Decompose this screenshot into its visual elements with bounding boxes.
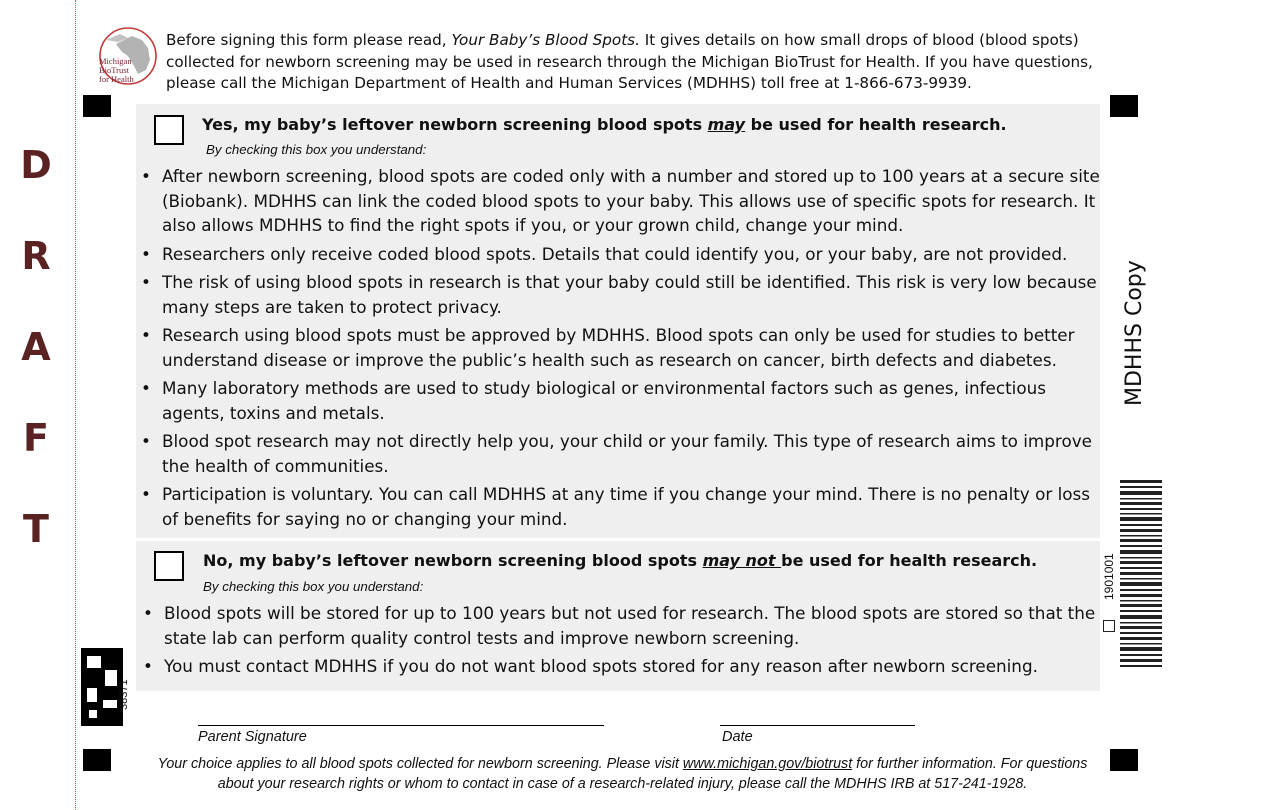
parent-signature-line[interactable] — [198, 725, 604, 726]
list-item: • Research using blood spots must be approved by MDHHS. Blood spots can only be used for studies to better understand disease or improve the public’s health such as research on cancer, birth defects and diabetes. — [137, 323, 1102, 372]
qr-code-icon — [81, 648, 123, 726]
logo-text: Michigan BioTrust for Health — [99, 56, 134, 84]
list-item: • You must contact MDHHS if you do not want blood spots stored for any reason after newborn screening. — [139, 654, 1099, 679]
no-option-subtitle: By checking this box you understand: — [203, 579, 424, 594]
list-item: • After newborn screening, blood spots are coded only with a number and stored up to 100 years at a secure site (Biobank). MDHHS can link the coded blood spots to your baby. This allows use of specific spots for research. It also allows MDHHS to find the right spots if you, or your grown child, change your mind. — [137, 164, 1102, 238]
list-item: • Participation is voluntary. You can call MDHHS at any time if you change your mind. There is no penalty or loss of benefits for saying no or changing your mind. — [137, 482, 1102, 531]
booklet-title: Your Baby’s Blood Spots. — [451, 31, 640, 49]
yes-checkbox[interactable] — [154, 115, 184, 145]
parent-signature-label: Parent Signature — [198, 729, 307, 745]
list-item: • Researchers only receive coded blood spots. Details that could identify you, or your baby, are not provided. — [137, 242, 1102, 267]
yes-bullet-list — [137, 164, 1102, 531]
copy-label: MDHHS Copy — [1122, 260, 1147, 406]
draft-letter: D — [20, 143, 52, 187]
barcode-check-box — [1103, 620, 1115, 632]
biotrust-link[interactable]: www.michigan.gov/biotrust — [682, 756, 853, 772]
registration-mark — [1110, 95, 1138, 117]
date-line[interactable] — [720, 725, 915, 726]
no-checkbox[interactable] — [154, 551, 184, 581]
barcode-icon — [1120, 480, 1162, 670]
draft-watermark — [14, 140, 58, 595]
no-option-title: No, my baby’s leftover newborn screening blood spots may not be used for health research. — [203, 551, 1038, 570]
registration-mark — [1110, 749, 1138, 771]
list-item: • Blood spots will be stored for up to 100 years but not used for research. The blood spots are stored so that the state lab can perform quality control tests and improve newborn screening. — [139, 601, 1099, 650]
list-item: • Many laboratory methods are used to study biological or environmental factors such as genes, infectious agents, toxins and metals. — [137, 376, 1102, 425]
barcode-number: 1901001 — [1102, 553, 1116, 600]
draft-letter: F — [23, 416, 49, 460]
draft-letter: A — [21, 325, 51, 369]
yes-option-subtitle: By checking this box you understand: — [206, 142, 427, 157]
footer-note: Your choice applies to all blood spots collected for newborn screening. Please visit www.michigan.gov/biotrust for further information. For questions about your research rights or whom to contact in case of a research-related injury, please call the MDHHS IRB at 517-241-1928. — [157, 756, 1088, 792]
qr-number: 38371 — [118, 679, 130, 710]
yes-option-title: Yes, my baby’s leftover newborn screening blood spots may be used for health research. — [202, 115, 1007, 134]
registration-mark — [83, 749, 111, 771]
registration-mark — [83, 95, 111, 117]
list-item: • Blood spot research may not directly help you, your child or your family. This type of research aims to improve the health of communities. — [137, 429, 1102, 478]
intro-paragraph: Before signing this form please read, Your Baby’s Blood Spots. It gives details on how small drops of blood (blood spots) collected for newborn screening may be used in research through the Michigan BioTrust for Health. If you have questions, please call the Michigan Department of Health and Human Services (MDHHS) toll free at 1-866-673-9939. — [166, 31, 1093, 92]
date-label: Date — [722, 729, 753, 745]
perforation-line — [75, 0, 76, 810]
list-item: • The risk of using blood spots in research is that your baby could still be identified. This risk is very low because many steps are taken to protect privacy. — [137, 270, 1102, 319]
no-bullet-list — [139, 601, 1099, 679]
draft-letter: R — [21, 234, 51, 278]
draft-letter: T — [23, 507, 49, 551]
